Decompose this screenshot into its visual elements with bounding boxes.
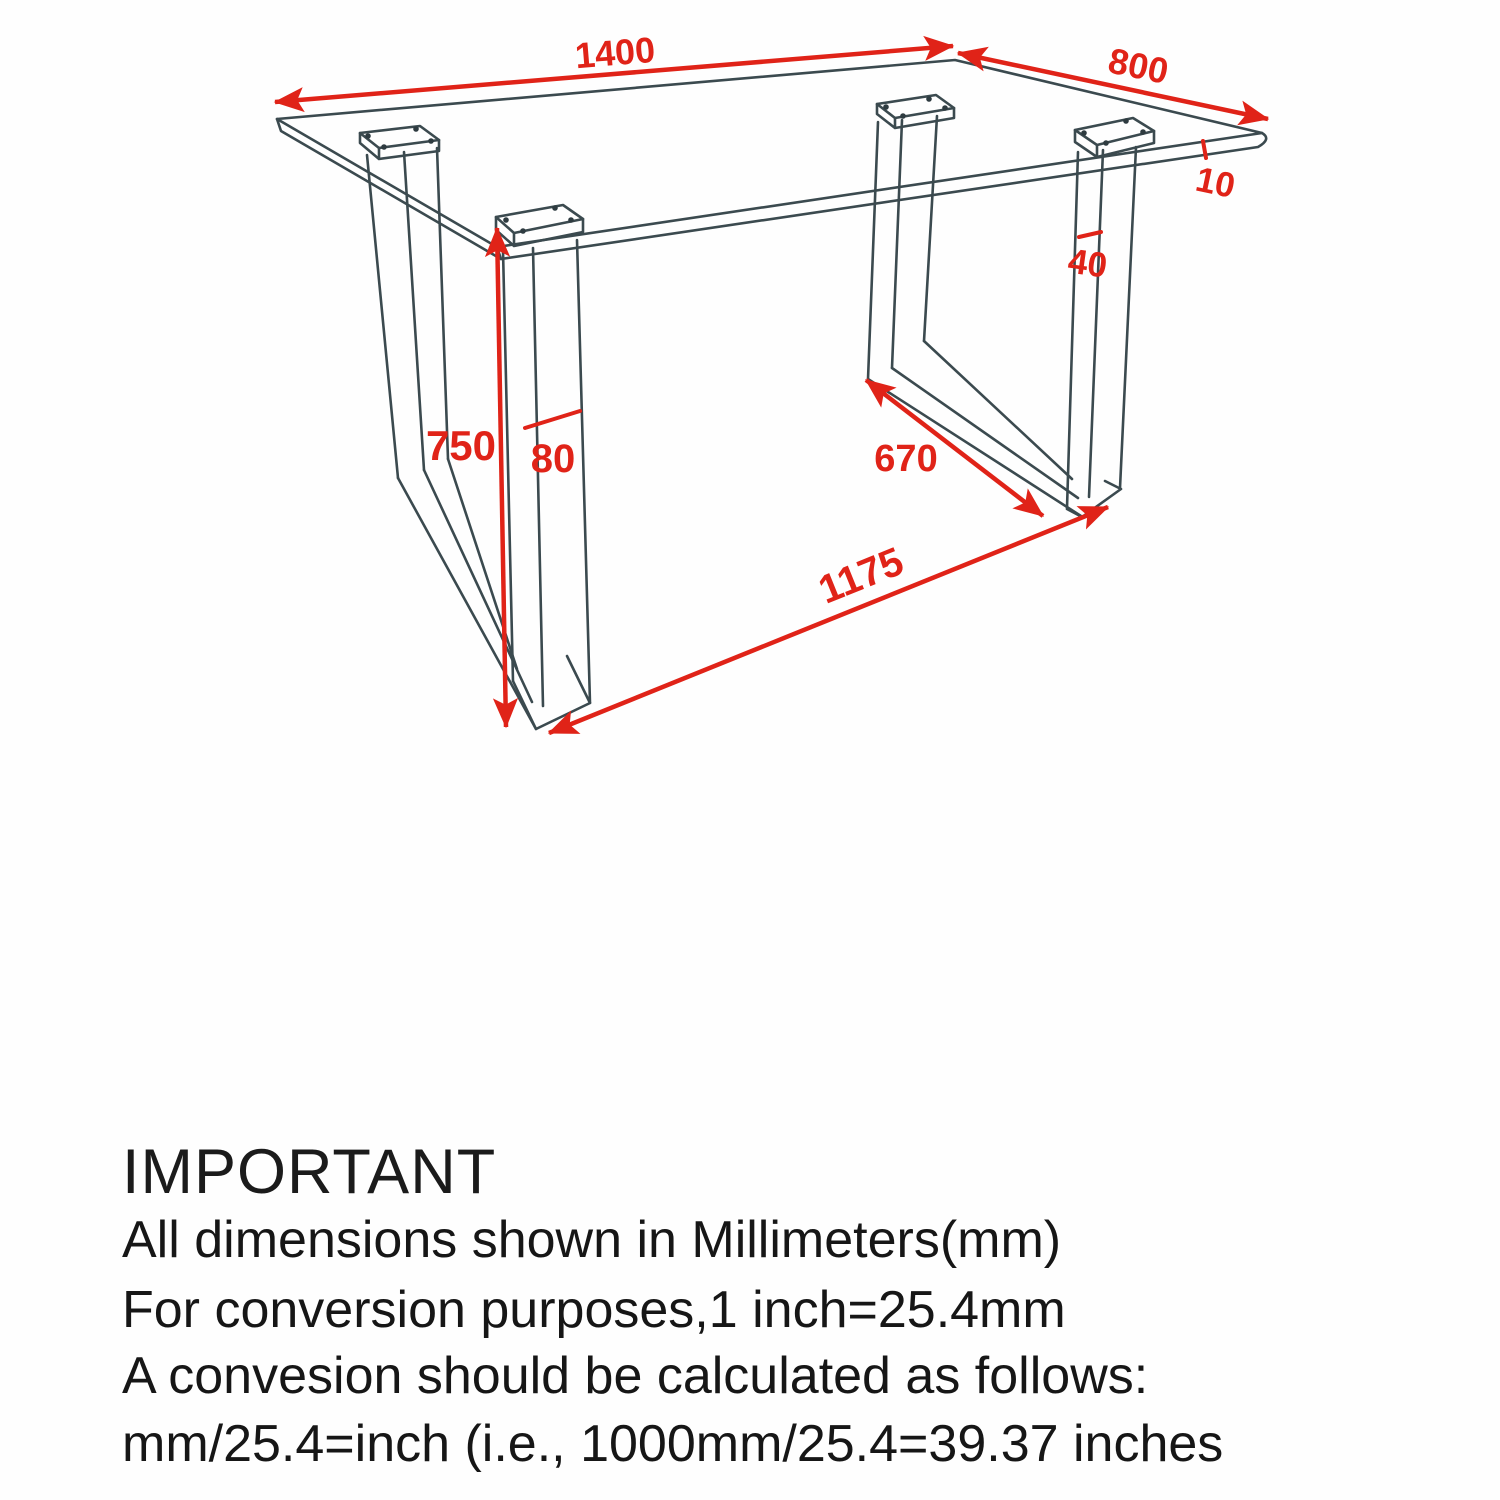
note-line-conversion-factor: For conversion purposes,1 inch=25.4mm bbox=[122, 1281, 1066, 1339]
dim-line-leg-base-span bbox=[549, 507, 1108, 733]
dim-label-leg-post-width: 80 bbox=[530, 437, 576, 481]
mounting-plate-back-right bbox=[877, 95, 954, 128]
mounting-plate-back-left bbox=[360, 126, 439, 159]
dim-label-leg-base-span: 1175 bbox=[812, 539, 910, 613]
dim-label-leg-base-depth: 670 bbox=[874, 438, 938, 480]
note-line-conversion-example: mm/25.4=inch (i.e., 1000mm/25.4=39.37 inches bbox=[122, 1415, 1224, 1473]
note-heading: IMPORTANT bbox=[122, 1137, 497, 1207]
dim-label-top-depth: 800 bbox=[1104, 39, 1173, 92]
note-line-units: All dimensions shown in Millimeters(mm) bbox=[122, 1211, 1062, 1269]
dim-label-table-height: 750 bbox=[425, 422, 497, 469]
dim-leader-leg-post-width bbox=[525, 411, 580, 428]
dim-tick-leg-tube-width bbox=[1079, 232, 1101, 237]
note-line-conversion-method: A convesion should be calculated as follows: bbox=[122, 1347, 1149, 1405]
dim-label-leg-tube-width: 40 bbox=[1065, 241, 1110, 286]
mounting-plate-front-left bbox=[496, 205, 583, 246]
dim-label-top-length: 1400 bbox=[573, 28, 657, 77]
dimension-annotations bbox=[275, 29, 1268, 733]
dim-label-glass-thickness: 10 bbox=[1192, 159, 1239, 206]
